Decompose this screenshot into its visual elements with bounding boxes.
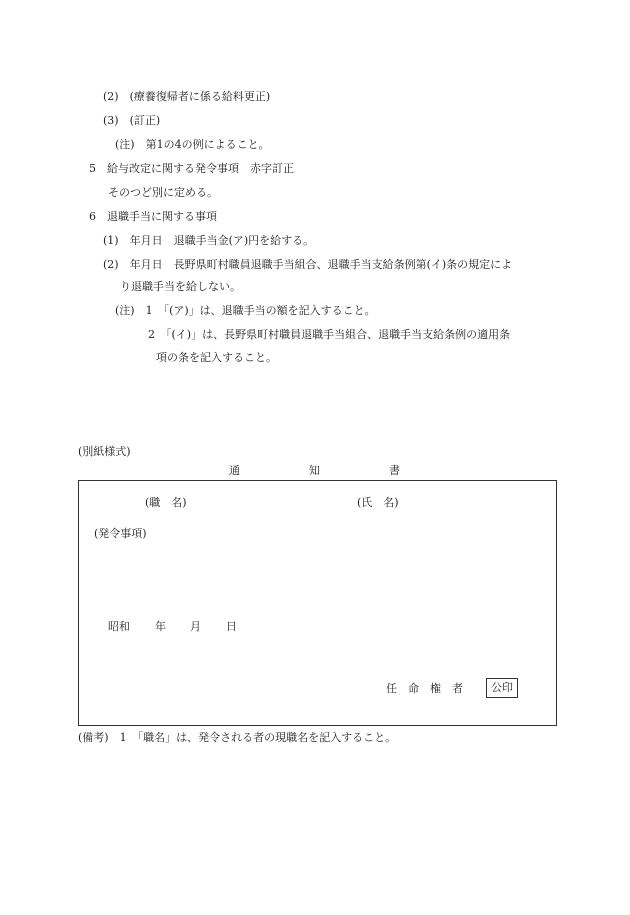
remarks: (備考) 1 「職名」は、発令される者の現職名を記入すること。 bbox=[78, 731, 397, 744]
section-6-note-2-cont: 項の条を記入すること。 bbox=[156, 351, 277, 364]
section-5-heading: 5 給与改定に関する発令事項 赤字訂正 bbox=[89, 162, 294, 175]
form-title-char-3: 書 bbox=[389, 464, 400, 477]
section-6-heading: 6 退職手当に関する事項 bbox=[89, 210, 217, 223]
post-field: (職 名) bbox=[145, 496, 187, 509]
form-label: (別紙様式) bbox=[78, 445, 131, 458]
section-6-item-2-cont: り退職手当を給しない。 bbox=[120, 280, 241, 293]
section-6-note-1: (注) 1 「(ア)」は、退職手当の額を記入すること。 bbox=[115, 304, 376, 317]
matter-field: (発令事項) bbox=[94, 527, 147, 540]
date-year: 年 bbox=[155, 620, 166, 633]
official-seal: 公印 bbox=[486, 678, 518, 698]
appointing-authority: 任 命 権 者 bbox=[386, 682, 463, 695]
section-6-item-2: (2) 年月日 長野県町村職員退職手当組合、退職手当支給条例第(イ)条の規定によ bbox=[103, 258, 513, 271]
note-line: (注) 第1の4の例によること。 bbox=[115, 138, 270, 151]
date-month: 月 bbox=[190, 620, 201, 633]
date-era: 昭和 bbox=[108, 620, 130, 633]
line-item-2: (2) (療養復帰者に係る給料更正) bbox=[103, 90, 271, 103]
form-title-char-1: 通 bbox=[229, 464, 240, 477]
date-day: 日 bbox=[226, 620, 237, 633]
section-5-body: そのつど別に定める。 bbox=[108, 186, 218, 199]
form-title-char-2: 知 bbox=[309, 464, 320, 477]
line-item-3: (3) (訂正) bbox=[103, 114, 161, 127]
name-field: (氏 名) bbox=[357, 496, 399, 509]
section-6-item-1: (1) 年月日 退職手当金(ア)円を給する。 bbox=[103, 234, 315, 247]
section-6-note-2: 2 「(イ)」は、長野県町村職員退職手当組合、退職手当支給条例の適用条 bbox=[148, 328, 511, 341]
